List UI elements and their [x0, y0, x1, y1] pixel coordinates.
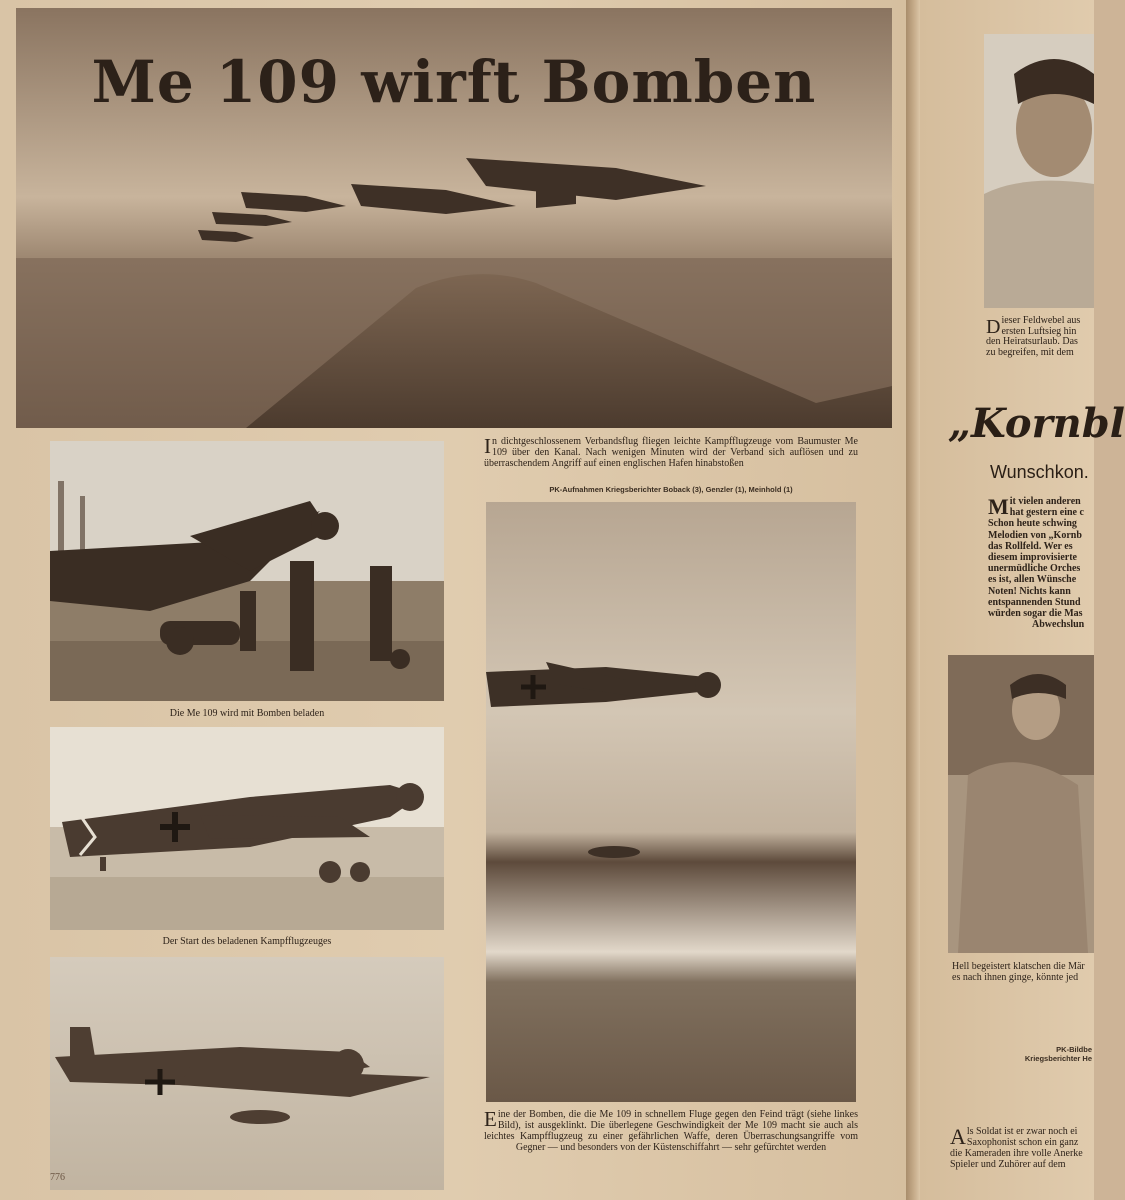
- right-body-line9: Noten! Nichts kann: [988, 585, 1071, 597]
- right-page-subtitle: Wunschkon.: [990, 462, 1089, 482]
- photo-plane-in-flight: [50, 957, 444, 1190]
- bomb-caption: [484, 1109, 858, 1153]
- right-bottom-line4: Spieler und Zuhörer auf dem: [950, 1159, 1066, 1170]
- right-caption-mid-line2: es nach ihnen ginge, könnte jed: [952, 971, 1079, 983]
- right-page-body: [988, 496, 1084, 630]
- right-caption-top-line1: ieser Feldwebel aus: [1001, 315, 1081, 326]
- right-caption-top-line3: den Heiratsurlaub. Das: [986, 336, 1078, 347]
- right-caption-top: [986, 316, 1080, 358]
- right-body-line8: es ist, allen Wünsche: [988, 574, 1077, 586]
- right-bottom-dropcap: A: [950, 1124, 966, 1149]
- photo-takeoff: [50, 727, 444, 930]
- right-body-line1: it vielen anderen: [1009, 496, 1081, 507]
- page-number: 776: [50, 1172, 65, 1183]
- photo-sergeant-portrait: [984, 34, 1094, 308]
- right-credit-line1: PK-Bildbe: [1056, 1045, 1092, 1054]
- takeoff-caption: Der Start des beladenen Kampfflugzeuges: [162, 936, 332, 947]
- right-caption-top-line2: ersten Luftsieg hin: [1001, 325, 1077, 337]
- right-body-line11: würden sogar die Mas: [988, 608, 1083, 620]
- right-credit-line2: Kriegsberichter He: [1024, 1054, 1092, 1063]
- bomb-caption-text: ine der Bomben, die die Me 109 in schnellem Fluge gegen den Feind trägt (siehe linkes Bild), ist ausgeklinkt. Die überlegene Geschwindigkeit der Me 109 macht sie auch als leichtes Kampfflugzeug zu einer gefährlichen Waffe, deren Überraschungsangriffe vom Gegner — und besonders von der Küstenschiffahrt — sehr gefürchtet werden: [484, 1109, 858, 1153]
- right-bottom-text: [950, 1126, 1083, 1170]
- right-body-line3: Schon heute schwing: [988, 518, 1077, 530]
- right-body-dropcap: M: [988, 494, 1009, 519]
- photo-credit: PK-Aufnahmen Kriegsberichter Boback (3), Genzler (1), Meinhold (1): [549, 485, 793, 494]
- loading-caption: Die Me 109 wird mit Bomben beladen: [169, 708, 325, 719]
- right-bottom-line2: Saxophonist schon ein ganz: [966, 1137, 1079, 1148]
- right-body-line7: unermüdliche Orches: [988, 563, 1081, 575]
- right-caption-top-line4: zu begreifen, mit dem: [986, 346, 1074, 358]
- bomb-caption-dropcap: E: [484, 1107, 497, 1131]
- photo-bomb-released: [486, 502, 856, 1102]
- photo-soldier-listening: [948, 655, 1094, 953]
- right-bottom-line1: ls Soldat ist er zwar noch ei: [966, 1126, 1078, 1137]
- right-body-line2: hat gestern eine c: [1009, 507, 1084, 519]
- formation-caption: [484, 436, 858, 469]
- right-caption-mid: [952, 962, 1085, 983]
- formation-caption-text: n dichtgeschlossenem Verbandsflug fliegen leichte Kampfflugzeuge vom Baumuster Me 109 über den Kanal. Nach wenigen Minuten wird der Verband sich auflösen und zu überraschendem Angriff auf einen englischen Hafen hinabstoßen: [484, 436, 858, 469]
- right-bottom-line3: die Kameraden ihre volle Anerke: [950, 1148, 1083, 1159]
- right-body-line6: diesem improvisierte: [988, 552, 1077, 564]
- right-body-line10: entspannenden Stund: [988, 596, 1081, 608]
- right-body-line12: Abwechslun: [1032, 619, 1085, 631]
- right-caption-top-dropcap: D: [986, 316, 1001, 338]
- right-page-title: „Kornbl: [948, 400, 1125, 447]
- caption-dropcap: I: [484, 434, 491, 458]
- page-headline: Me 109 wirft Bomben: [91, 48, 817, 116]
- right-caption-mid-line1: Hell begeistert klatschen die Mär: [952, 961, 1085, 972]
- page-gutter: [906, 0, 920, 1200]
- right-photo-credit: [1025, 1045, 1092, 1063]
- right-body-line5: das Rollfeld. Wer es: [988, 540, 1073, 552]
- photo-bomb-loading: [50, 441, 444, 701]
- right-body-line4: Melodien von „Kornb: [988, 529, 1082, 541]
